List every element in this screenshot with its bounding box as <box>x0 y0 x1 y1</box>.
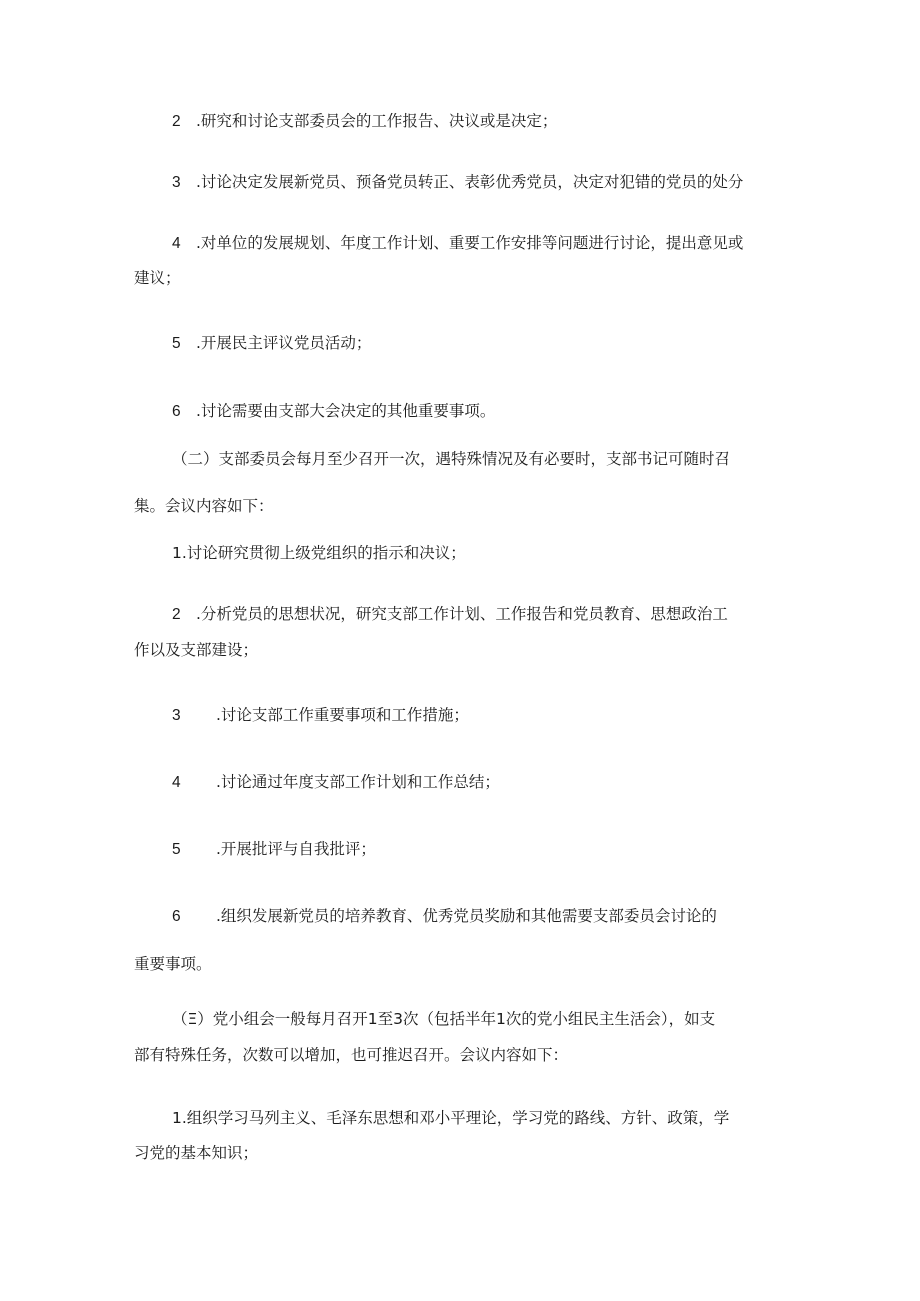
item-text: .讨论决定发展新党员、预备党员转正、表彰优秀党员，决定对犯错的党员的处分 <box>196 173 744 191</box>
item-text: .对单位的发展规划、年度工作计划、重要工作安排等问题进行讨论，提出意见或 <box>196 234 744 252</box>
item-text: .分析党员的思想状况，研究支部工作计划、工作报告和党员教育、思想政治工 <box>196 605 728 623</box>
item-number: 3 <box>172 707 181 724</box>
item-text: .组织发展新党员的培养教育、优秀党员奖励和其他需要支部委员会讨论的 <box>216 907 717 925</box>
list-item-continuation: 建议； <box>134 269 181 287</box>
item-text: .开展批评与自我批评； <box>216 840 376 858</box>
list-item-continuation: 习党的基本知识； <box>134 1144 259 1162</box>
list-item <box>172 333 371 354</box>
item-number: 3 <box>172 174 181 191</box>
list-item <box>172 906 717 927</box>
item-number: 4 <box>172 235 181 252</box>
list-item: 1.组织学习马列主义、毛泽东思想和邓小平理论，学习党的路线、方针、政策，学 <box>172 1109 730 1127</box>
item-text: .讨论需要由支部大会决定的其他重要事项。 <box>196 402 496 420</box>
item-number: 5 <box>172 335 181 352</box>
item-number: 4 <box>172 774 181 791</box>
item-text: .研究和讨论支部委员会的工作报告、决议或是决定； <box>196 112 558 130</box>
list-item <box>172 604 728 625</box>
item-number: 5 <box>172 841 181 858</box>
item-text: .开展民主评议党员活动； <box>196 334 372 352</box>
list-item: 1.讨论研究贯彻上级党组织的指示和决议； <box>172 544 466 562</box>
list-item <box>172 839 376 860</box>
list-item <box>172 705 469 726</box>
item-number: 6 <box>172 908 181 925</box>
section-heading: （二）支部委员会每月至少召开一次，遇特殊情况及有必要时，支部书记可随时召 <box>172 450 731 468</box>
section-heading-continuation: 集。会议内容如下： <box>134 497 274 515</box>
item-number: 2 <box>172 606 181 623</box>
list-item-continuation: 重要事项。 <box>134 955 212 973</box>
item-text: .讨论支部工作重要事项和工作措施； <box>216 706 469 724</box>
list-item <box>172 111 557 132</box>
section-heading-continuation: 部有特殊任务，次数可以增加，也可推迟召开。会议内容如下： <box>134 1046 569 1064</box>
item-text: .讨论通过年度支部工作计划和工作总结； <box>216 773 500 791</box>
item-number: 6 <box>172 403 181 420</box>
list-item <box>172 401 495 422</box>
list-item <box>172 172 743 193</box>
item-number: 2 <box>172 113 181 130</box>
section-heading: （Ξ）党小组会一般每月召开1至3次（包括半年1次的党小组民主生活会），如支 <box>172 1010 716 1028</box>
list-item <box>172 772 500 793</box>
list-item-continuation: 作以及支部建设； <box>134 641 259 659</box>
list-item <box>172 233 743 254</box>
